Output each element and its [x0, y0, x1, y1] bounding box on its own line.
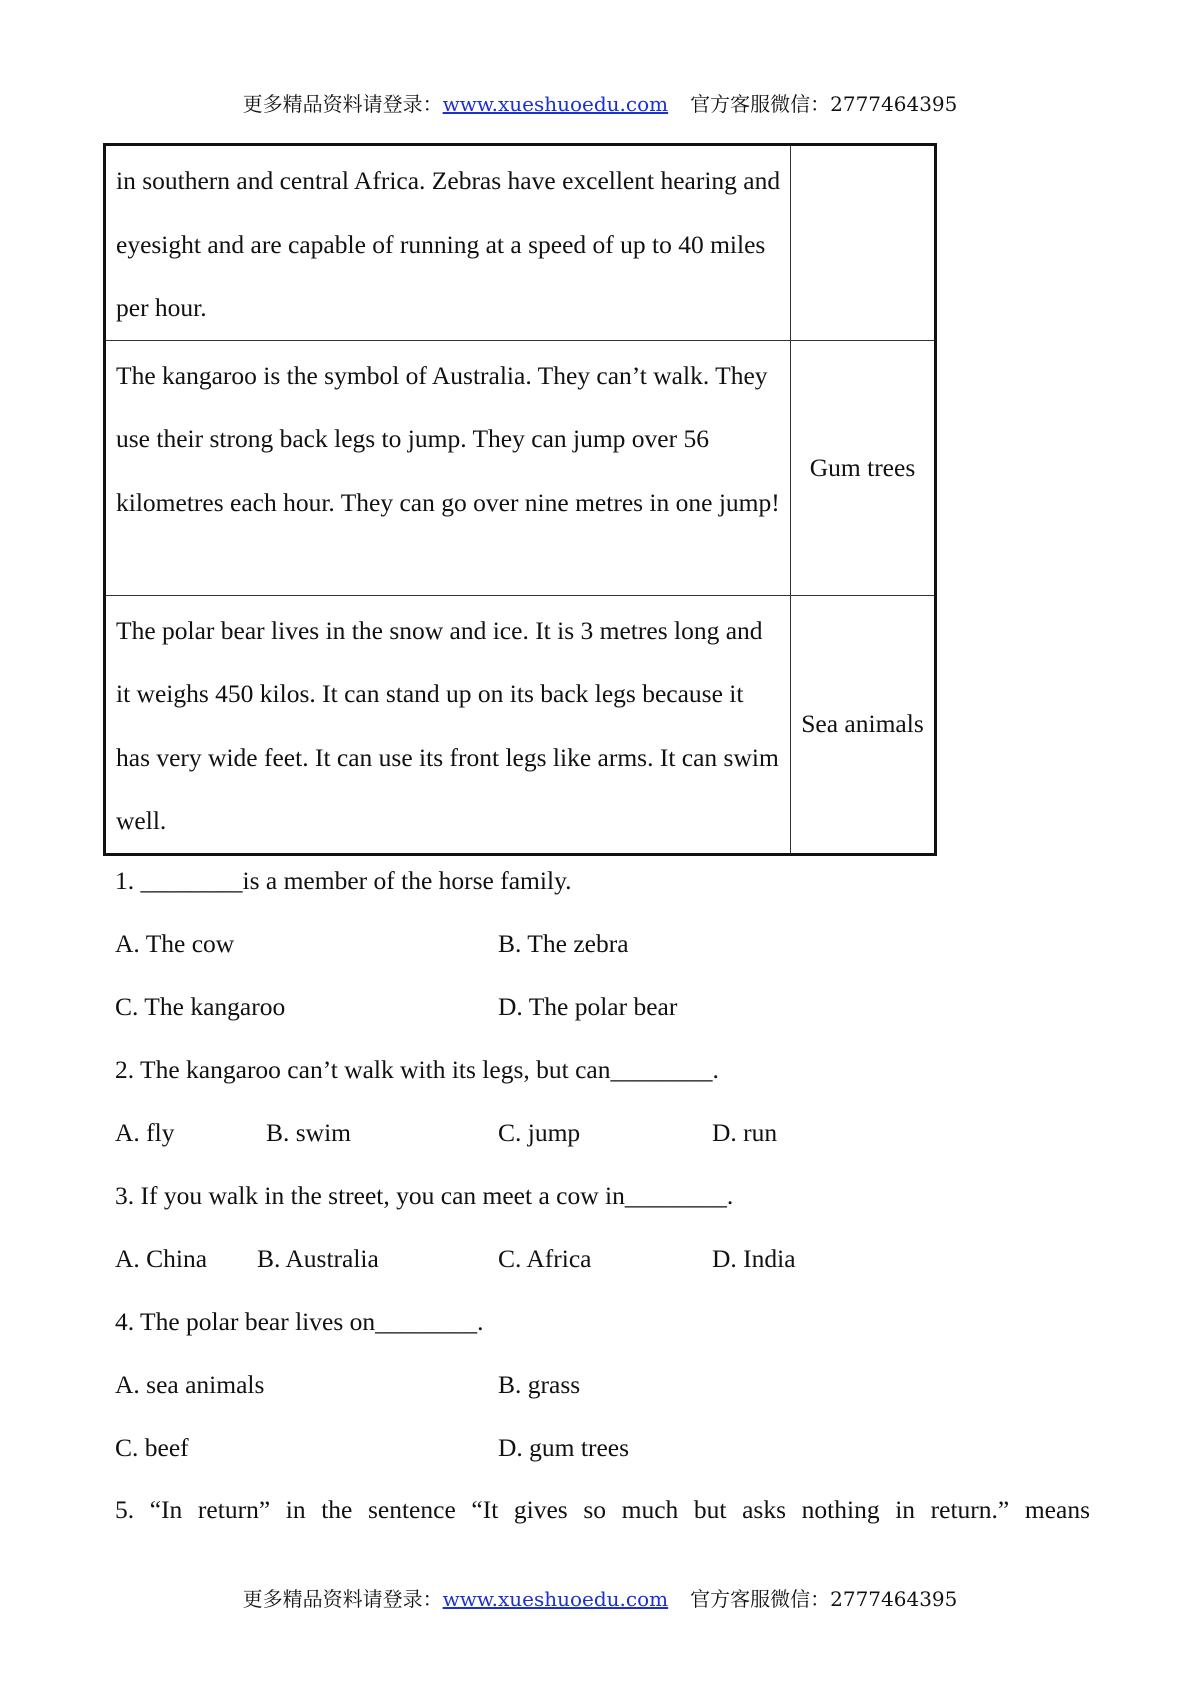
- passage-cell: [105, 595, 791, 854]
- question-2-option-b[interactable]: B. swim: [266, 1118, 352, 1147]
- question-5-stem: 5. “In return” in the sentence “It gives so much but asks nothing in return.” means: [115, 1495, 1090, 1524]
- question-1-option-d[interactable]: D. The polar bear: [498, 992, 678, 1021]
- question-3-option-d[interactable]: D. India: [712, 1244, 796, 1273]
- food-cell: [791, 595, 936, 854]
- question-1-option-a[interactable]: A. The cow: [115, 929, 235, 958]
- table-row: [105, 145, 936, 341]
- question-2-option-d[interactable]: D. run: [712, 1118, 778, 1147]
- question-2-option-c[interactable]: C. jump: [498, 1118, 581, 1147]
- table-row: [105, 595, 936, 854]
- service-contact: 官方客服微信：2777464395: [690, 92, 958, 116]
- question-4-option-a[interactable]: A. sea animals: [115, 1370, 265, 1399]
- question-4-option-d[interactable]: D. gum trees: [498, 1433, 630, 1462]
- question-4-option-b[interactable]: B. grass: [498, 1370, 581, 1399]
- question-1-option-c[interactable]: C. The kangaroo: [115, 992, 286, 1021]
- question-1-option-b[interactable]: B. The zebra: [498, 929, 629, 958]
- question-3-option-b[interactable]: B. Australia: [257, 1244, 379, 1273]
- food-label: Gum trees: [809, 452, 916, 482]
- banner-prefix: 更多精品资料请登录：: [242, 92, 443, 116]
- question-1-stem: 1. ________is a member of the horse family.: [115, 866, 572, 895]
- food-label: Sea animals: [801, 709, 924, 739]
- passage-cell: [105, 145, 791, 341]
- header-banner: [0, 88, 1200, 117]
- website-link[interactable]: www.xueshuoedu.com: [442, 92, 669, 116]
- kangaroo-passage: The kangaroo is the symbol of Australia. They can’t walk. They use their strong back legs to jump. They can jump over 56 kilometres each hour. They can go over nine metres in one jump!: [116, 360, 780, 517]
- question-2-option-a[interactable]: A. fly: [115, 1118, 175, 1147]
- website-link[interactable]: www.xueshuoedu.com: [442, 1587, 669, 1611]
- animal-passage-table: [103, 143, 937, 856]
- question-3-option-c[interactable]: C. Africa: [498, 1244, 592, 1273]
- question-3-stem: 3. If you walk in the street, you can meet a cow in________.: [115, 1181, 734, 1210]
- table-row: [105, 340, 936, 595]
- banner-prefix: 更多精品资料请登录：: [242, 1587, 443, 1611]
- service-contact: 官方客服微信：2777464395: [690, 1587, 958, 1611]
- polar-bear-passage: The polar bear lives in the snow and ice. It is 3 metres long and it weighs 450 kilos. It can stand up on its back legs because it has very wide feet. It can use its front legs like arms. It can swim well.: [116, 615, 779, 835]
- zebra-passage: in southern and central Africa. Zebras have excellent hearing and eyesight and are capable of running at a speed of up to 40 miles per hour.: [116, 166, 781, 322]
- food-cell: [791, 145, 936, 341]
- question-2-stem: 2. The kangaroo can’t walk with its legs, but can________.: [115, 1055, 719, 1084]
- question-4-stem: 4. The polar bear lives on________.: [115, 1307, 484, 1336]
- passage-cell: [105, 340, 791, 595]
- footer-banner: [0, 1583, 1200, 1612]
- question-3-option-a[interactable]: A. China: [115, 1244, 208, 1273]
- question-4-option-c[interactable]: C. beef: [115, 1433, 189, 1462]
- food-cell: [791, 340, 936, 595]
